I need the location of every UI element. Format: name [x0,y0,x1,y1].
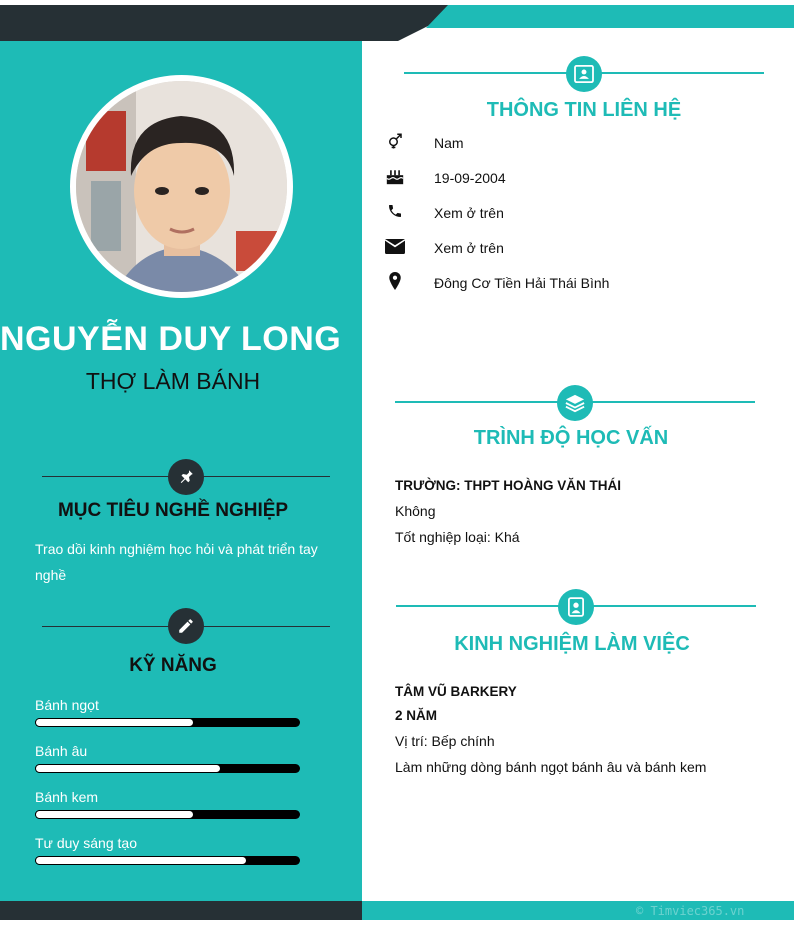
envelope-icon [384,236,406,256]
contact-birthdate: 19-09-2004 [434,170,506,186]
candidate-role: THỢ LÀM BÁNH [85,368,261,394]
skill-bar [35,810,300,819]
experience-duration: 2 NĂM [395,708,438,723]
portrait-image [76,81,287,292]
skills-title: KỸ NĂNG [129,655,217,676]
education-major: Không [395,503,436,519]
layers-icon [557,385,593,421]
experience-position: Vị trí: Bếp chính [395,733,495,749]
skill-label: Bánh âu [35,743,88,759]
skill-label: Bánh kem [35,789,99,805]
skill-bar-fill [35,810,194,819]
candidate-name: NGUYỄN DUY LONG [0,320,342,358]
education-result: Tốt nghiệp loại: Khá [395,529,520,545]
pencil-icon [168,608,204,644]
skill-bar [35,764,300,773]
contact-title: THÔNG TIN LIÊN HỆ [486,99,682,121]
id-badge-icon [558,589,594,625]
education-title: TRÌNH ĐỘ HỌC VẤN [473,427,669,449]
skill-label: Bánh ngọt [35,697,99,713]
experience-company: TÂM VŨ BARKERY [395,684,517,699]
contact-card-icon [566,56,602,92]
header-bar-dark [0,5,470,41]
skill-bar [35,718,300,727]
skill-label: Tư duy sáng tạo [35,835,137,851]
skill-bar [35,856,300,865]
experience-title: KINH NGHIỆM LÀM VIỆC [454,633,690,655]
skill-bar-fill [35,856,247,865]
contact-gender: Nam [434,135,464,151]
gender-icon [384,131,406,151]
contact-email: Xem ở trên [434,240,504,256]
contact-phone: Xem ở trên [434,205,504,221]
experience-description: Làm những dòng bánh ngọt bánh âu và bánh kem [395,759,707,775]
avatar-photo [76,81,287,292]
objective-title: MỤC TIÊU NGHỀ NGHIỆP [57,500,289,521]
map-pin-icon [384,271,406,291]
footer-bar-dark [0,901,362,920]
skill-bar-fill [35,718,194,727]
objective-text: Trao dồi kinh nghiệm học hỏi và phát triển tay nghề [35,541,318,583]
phone-icon [384,201,406,221]
education-school: TRƯỜNG: THPT HOÀNG VĂN THÁI [395,478,621,493]
skill-bar-fill [35,764,221,773]
birthday-cake-icon [384,166,406,186]
header-bar-teal [426,5,794,28]
contact-address: Đông Cơ Tiền Hải Thái Bình [434,275,610,291]
watermark: © Timviec365.vn [636,904,745,918]
pushpin-icon [168,459,204,495]
avatar [70,75,293,298]
